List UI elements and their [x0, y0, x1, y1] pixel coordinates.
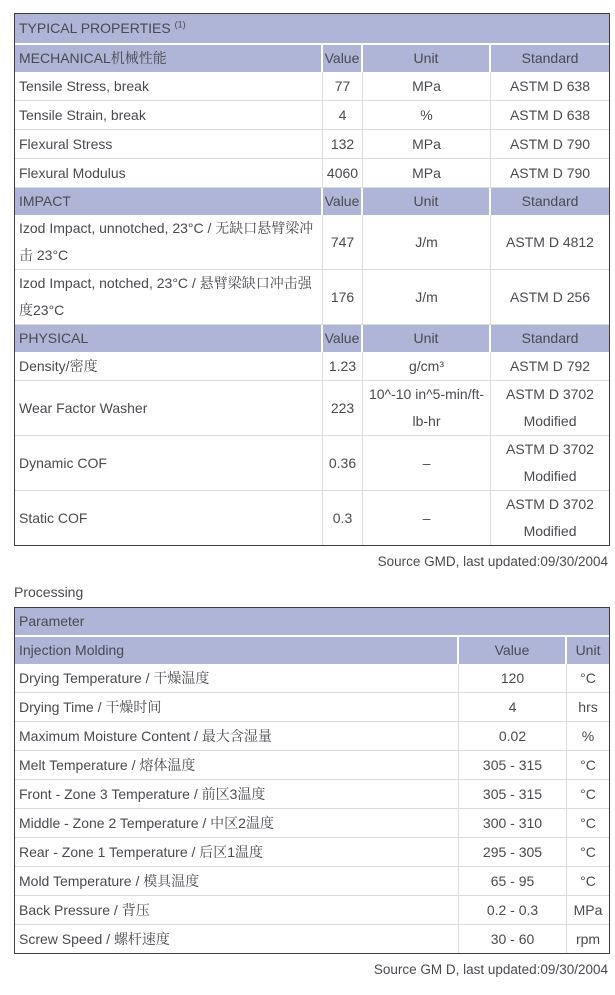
value-cell: 0.02 — [459, 722, 567, 751]
value-cell: 4 — [459, 693, 567, 722]
col-header-value: Value — [323, 188, 363, 215]
unit-cell: °C — [567, 867, 609, 896]
standard-cell: ASTM D 638 — [491, 101, 609, 130]
section-name: IMPACT — [15, 188, 323, 215]
value-cell: 300 - 310 — [459, 809, 567, 838]
standard-cell: ASTM D 790 — [491, 159, 609, 188]
standard-cell: ASTM D 3702 Modified — [491, 436, 609, 491]
unit-cell: – — [363, 436, 491, 491]
processing-table — [14, 607, 610, 954]
property-name-cell: Tensile Strain, break — [15, 101, 323, 130]
section-header-physical — [15, 325, 609, 352]
unit-cell: °C — [567, 751, 609, 780]
table-title — [15, 14, 609, 45]
col-header-value: Value — [323, 325, 363, 352]
unit-cell: g/cm³ — [363, 352, 491, 381]
col-header-unit: Unit — [363, 188, 491, 215]
property-row — [15, 159, 609, 188]
value-cell: 4060 — [323, 159, 363, 188]
col-header-unit: Unit — [567, 637, 609, 664]
value-cell: 1.23 — [323, 352, 363, 381]
subgroup-header: Injection Molding — [15, 637, 459, 664]
unit-cell: MPa — [363, 130, 491, 159]
parameter-name-cell: Maximum Moisture Content / 最大含湿量 — [15, 722, 459, 751]
value-cell: 0.3 — [323, 491, 363, 545]
parameter-name-cell: Mold Temperature / 模具温度 — [15, 867, 459, 896]
value-cell: 0.2 - 0.3 — [459, 896, 567, 925]
standard-cell: ASTM D 638 — [491, 72, 609, 101]
value-cell: 77 — [323, 72, 363, 101]
parameter-row — [15, 867, 609, 896]
standard-cell: ASTM D 790 — [491, 130, 609, 159]
property-row — [15, 381, 609, 436]
property-name-cell: Izod Impact, notched, 23°C / 悬臂梁缺口冲击强度23°C — [15, 270, 323, 325]
table-title-text: TYPICAL PROPERTIES — [19, 20, 171, 36]
parameter-row — [15, 664, 609, 693]
unit-cell: °C — [567, 809, 609, 838]
parameter-name-cell: Middle - Zone 2 Temperature / 中区2温度 — [15, 809, 459, 838]
value-cell: 132 — [323, 130, 363, 159]
unit-cell: MPa — [363, 159, 491, 188]
standard-cell: ASTM D 3702 Modified — [491, 381, 609, 436]
parameter-name-cell: Melt Temperature / 熔体温度 — [15, 751, 459, 780]
unit-cell: °C — [567, 780, 609, 809]
standard-cell: ASTM D 256 — [491, 270, 609, 325]
section-name: PHYSICAL — [15, 325, 323, 352]
value-cell: 4 — [323, 101, 363, 130]
unit-cell: MPa — [567, 896, 609, 925]
parameter-name-cell: Front - Zone 3 Temperature / 前区3温度 — [15, 780, 459, 809]
value-cell: 120 — [459, 664, 567, 693]
table-title-row — [15, 14, 609, 45]
col-header-standard: Standard — [491, 325, 609, 352]
subgroup-header-row — [15, 637, 609, 664]
table-title-footnote: (1) — [174, 19, 186, 30]
parameter-name-cell: Rear - Zone 1 Temperature / 后区1温度 — [15, 838, 459, 867]
parameter-name-cell: Screw Speed / 螺杆速度 — [15, 925, 459, 953]
unit-cell: rpm — [567, 925, 609, 953]
group-header-row — [15, 608, 609, 637]
unit-cell: % — [567, 722, 609, 751]
typical-properties-table — [14, 13, 610, 546]
value-cell: 305 - 315 — [459, 780, 567, 809]
parameter-name-cell: Drying Temperature / 干燥温度 — [15, 664, 459, 693]
unit-cell: hrs — [567, 693, 609, 722]
parameter-row — [15, 838, 609, 867]
property-row — [15, 72, 609, 101]
processing-heading: Processing — [14, 584, 84, 600]
unit-cell: % — [363, 101, 491, 130]
property-row — [15, 130, 609, 159]
parameter-row — [15, 925, 609, 953]
properties-source-note: Source GMD, last updated:09/30/2004 — [377, 554, 608, 569]
col-header-value: Value — [323, 45, 363, 72]
group-header: Parameter — [15, 608, 609, 637]
value-cell: 176 — [323, 270, 363, 325]
parameter-row — [15, 780, 609, 809]
value-cell: 30 - 60 — [459, 925, 567, 953]
parameter-row — [15, 896, 609, 925]
property-row — [15, 491, 609, 545]
standard-cell: ASTM D 792 — [491, 352, 609, 381]
value-cell: 65 - 95 — [459, 867, 567, 896]
property-name-cell: Dynamic COF — [15, 436, 323, 491]
unit-cell: J/m — [363, 215, 491, 270]
value-cell: 747 — [323, 215, 363, 270]
processing-source-note: Source GM D, last updated:09/30/2004 — [373, 962, 608, 977]
standard-cell: ASTM D 3702 Modified — [491, 491, 609, 545]
property-row — [15, 215, 609, 270]
col-header-unit: Unit — [363, 325, 491, 352]
unit-cell: MPa — [363, 72, 491, 101]
col-header-standard: Standard — [491, 45, 609, 72]
section-name: MECHANICAL机械性能 — [15, 45, 323, 72]
value-cell: 295 - 305 — [459, 838, 567, 867]
section-header-impact — [15, 188, 609, 215]
standard-cell: ASTM D 4812 — [491, 215, 609, 270]
unit-cell: 10^-10 in^5-min/ft-lb-hr — [363, 381, 491, 436]
col-header-value: Value — [459, 637, 567, 664]
property-row — [15, 352, 609, 381]
unit-cell: – — [363, 491, 491, 545]
parameter-name-cell: Back Pressure / 背压 — [15, 896, 459, 925]
parameter-row — [15, 751, 609, 780]
property-row — [15, 270, 609, 325]
unit-cell: °C — [567, 664, 609, 693]
property-name-cell: Static COF — [15, 491, 323, 545]
property-name-cell: Wear Factor Washer — [15, 381, 323, 436]
parameter-row — [15, 693, 609, 722]
value-cell: 305 - 315 — [459, 751, 567, 780]
value-cell: 0.36 — [323, 436, 363, 491]
value-cell: 223 — [323, 381, 363, 436]
unit-cell: °C — [567, 838, 609, 867]
property-name-cell: Flexural Stress — [15, 130, 323, 159]
property-row — [15, 436, 609, 491]
property-name-cell: Tensile Stress, break — [15, 72, 323, 101]
parameter-row — [15, 809, 609, 838]
property-row — [15, 101, 609, 130]
property-name-cell: Izod Impact, unnotched, 23°C / 无缺口悬臂梁冲击 23°C — [15, 215, 323, 270]
property-name-cell: Density/密度 — [15, 352, 323, 381]
property-name-cell: Flexural Modulus — [15, 159, 323, 188]
unit-cell: J/m — [363, 270, 491, 325]
parameter-name-cell: Drying Time / 干燥时间 — [15, 693, 459, 722]
col-header-standard: Standard — [491, 188, 609, 215]
parameter-row — [15, 722, 609, 751]
col-header-unit: Unit — [363, 45, 491, 72]
section-header-mechanical — [15, 45, 609, 72]
